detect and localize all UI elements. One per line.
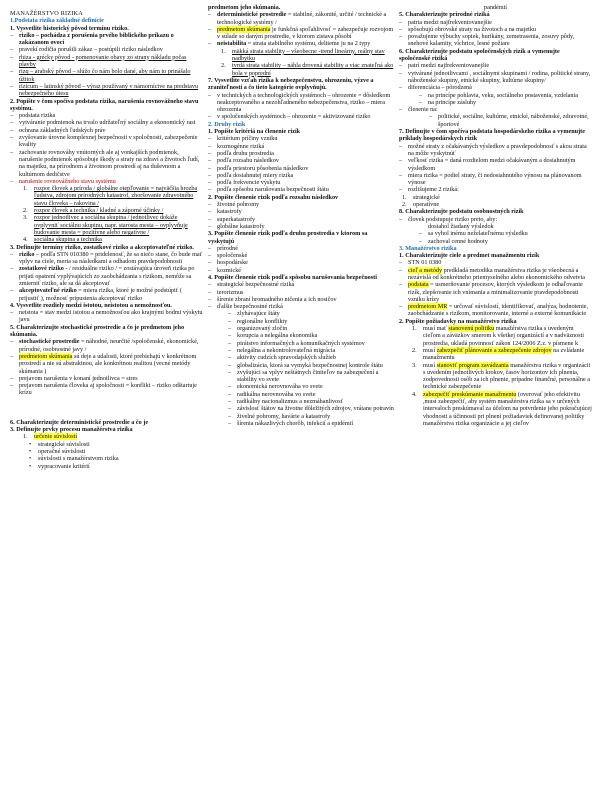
list-item: – pravekí rodičia porušili zákaz – postúpili riziko následkov — [10, 46, 203, 53]
list-item: – deterministické prostredie = stabilné, zákonité, určité / technické a technologické systémy / — [208, 11, 394, 26]
list-item: – korupcia a nelegálna ekonomika — [228, 332, 394, 339]
column-1 — [10, 10, 203, 470]
list-item: 2. rozpor človek a technika / kladné a záporné účinky / — [20, 207, 203, 214]
list-item: – riziko – podľa STN 010380 = pridelenosť, že sa niečo stane, čo bude mať vplyv na ciele, meria sa následkami a odhadom pravdepodobnosti — [10, 251, 203, 266]
list-item: – diferenciácia – pôrodzená — [399, 84, 592, 91]
list-item: • vypracovanie kritérií — [20, 463, 203, 470]
list-item: – prejavom narušenia v konaní jednotlivca = stres — [10, 375, 203, 382]
answer-list — [399, 259, 592, 317]
list-item: – radikálny nacionalizmus a nezmáhanlivosť — [228, 398, 394, 405]
list-item: – zvyšujúci sa vplyv neštátnych činiteľov na zabezpečení a stability vo svete — [228, 369, 394, 384]
list-item: – považujeme výbuchy sopiek, hurikány, zemetrasenia, zosuvy pôdy, snehové kalamity, víchrice, lesné požiare — [399, 33, 592, 48]
list-item: – strategické bezpečnostné riziká — [208, 281, 394, 288]
answer-list — [399, 216, 592, 245]
answer-list — [399, 62, 592, 128]
list-item: – vytvárané jednotlivcami , sociálnymi skupinami / rodina, politické strany, náboženské skupiny, etnické skupiny, kultúrne skupiny/ — [399, 70, 592, 85]
list-item: – šírenia nákazlivých chorôb, infekcií a epidémií — [228, 420, 394, 427]
list-item: – kozmické — [208, 267, 394, 274]
list-item: – podľa druhu prostredia — [208, 150, 394, 157]
list-item: – nelegálna a nekontrolovateľná migrácia — [228, 347, 394, 354]
list-item: 1. určenie súvislostí — [20, 433, 203, 440]
list-item: – veľkosť rizika = daná rozdielom medzi očakávaným a dosiahnutým výsledkom — [399, 157, 592, 172]
answer-list — [10, 112, 203, 243]
list-item: – politické, sociálne, kultúrne, etnické, náboženské, zdravotné, športové — [429, 113, 592, 128]
list-item: – predmetom skúmania je funkčná spoľahlivosť = zabezpečuje rozvojom v súlade so daným prostredie, v ktorom zistava pôsobí — [208, 26, 394, 41]
question-heading: 2. Popíšte členenie rizík podľa rozsahu následkov — [208, 193, 339, 201]
answer-list — [399, 19, 592, 48]
question-heading: 7. Definujte v čom spočíva podstata hospodárskeho rizika a vymenujte príklady hospodárskych rizík — [399, 128, 585, 143]
answer-list — [208, 201, 394, 230]
list-item: – spoločenské — [208, 252, 394, 259]
list-item: 2. operatívne — [399, 201, 592, 208]
list-item: • operačné súvislosti — [20, 448, 203, 455]
list-item: 1. mäkká strata stability – všeobecne -trend lineárny, reálny stav nadbytku — [218, 48, 394, 63]
list-item: – zlyhávajúce štáty — [228, 310, 394, 317]
section-heading-2: 2. Druhy rizík — [208, 120, 246, 128]
list-item: – podstata rizika — [10, 112, 203, 119]
list-item: – rizq – arabský pôvod – slúžo čo nám bolo dané, aby nám to prinášalo úžitok — [10, 68, 203, 83]
section-heading-3: 3. Manažérstvo rizika — [399, 244, 457, 252]
list-item: – STN 01 0380 — [399, 259, 592, 266]
answer-list — [10, 32, 203, 98]
list-item: – prírodné — [208, 245, 394, 252]
list-item: – akceptovateľné riziko = miera rizika, ktoré je možné podstúpiť ( prijustiť ), možnosť pripustenia akceptovať riziko — [10, 287, 203, 302]
answer-list — [399, 143, 592, 209]
list-item: – podľa frekvencie výskytu — [208, 179, 394, 186]
list-item: – možné straty z očakávaných výsledkov a pravdepodobnosť s akou strata na môže vyskytnúť — [399, 143, 592, 158]
list-item: – ďalšie bezpečnostné riziká — [208, 303, 394, 310]
list-item: – rozlišujeme 2 riziká: — [399, 186, 592, 193]
question-heading: 6. Charakterizujte podstatu spoločenských rizík a vymenujte spoločenské riziká — [399, 47, 560, 63]
list-item: – prejavom narušenia človeka aj spoločnosti = konflikt – riziko odštartuje krízu — [10, 382, 203, 397]
list-item: – kritérium príčiny vzniku — [208, 135, 394, 142]
list-item: – organizovaný zločin — [228, 325, 394, 332]
list-item: – na princípe pohlavia, veku, sociálneho postavenia, vzdelania — [419, 92, 592, 99]
spacer — [10, 397, 203, 419]
question-heading: predmetom jeho skúmania. — [208, 4, 281, 11]
list-item: – zostatkové riziko - / residuálne riziko / = zostávajúca úroveň rizika po prijatí opatrení vyplývajúcich zo zaobchádzania s rizikom, nemôže sa zmierniť riziko, ale sa dá akceptovať — [10, 265, 203, 287]
list-item: – podľa rozsahu následkov — [208, 157, 394, 164]
answer-list — [208, 245, 394, 274]
list-item: – rhiza - grécky pôvod - pomenovanie obavy zo strany nákladu počas plavby — [10, 54, 203, 69]
list-item: – miera rizika = podiel straty, či nedosiahnutého výnosu na plánovanom výnose — [399, 172, 592, 187]
list-item: – v spoločenských systémoch – ohrozenie = aktivizované riziko — [208, 113, 394, 120]
list-item: – podľa dosiahnutej miery rizika — [208, 172, 394, 179]
list-item: 4. zabezpečiť preskúmanie manažmentu (overovať jeho efektivitu ,musí zabezpečiť, aby systém manažérstva rizika sa v určených intervaloch preskúmaval za účelom na potvrdenie jeho pokračujúcej vhodnosti a účinnosti pri plnení požiadaviek definovanej politiky manažérstva rizika organizácie a jej cieľov — [409, 391, 592, 427]
column-3 — [399, 4, 592, 427]
question-heading: 1. Vysvetlite historický pôvod termínu riziko. — [10, 24, 129, 32]
list-item: – kozmogénne riziká — [208, 143, 394, 150]
list-item: – radikálna nerovnováha vo svete — [228, 391, 394, 398]
question-heading: 6. Charakterizujte deterministické prostredie a čo je — [10, 418, 149, 426]
list-item: – predmetom skúmania sú deje a udalosti, ktoré prebiehajú v konkrétnom prostredí a nie sú abstraktnou, ale konkrétnou realitou (vecné metódy skúmania ) — [10, 353, 203, 375]
list-item: – hospodárske — [208, 259, 394, 266]
list-item: dosiahol žiadaný výsledok — [428, 222, 494, 230]
list-item: – superkatastrofy — [208, 216, 394, 223]
list-item: – pirátstvo informačných a komunikačných systémov — [228, 340, 394, 347]
question-heading: 3. Definujte prvky procesu manažérstva rizika — [10, 426, 133, 434]
list-item: – podľa spôsobu narušovania bezpečnosti štátu — [208, 186, 394, 193]
question-heading: 3. Popíšte členenie rizík podľa druhu prostredia v ktorom sa vyskytujú — [208, 230, 368, 245]
list-item: – na princípe zásluhy — [419, 99, 592, 106]
list-item: – cieľ a metódy predkladá metodika manažérstva rizika je všeobecná a nezávislá od konkrétneho priemyselného alebo ekonomického odvetvia — [399, 267, 592, 282]
list-item: – šírenie zbraní hromadného ničenia a ich nosičov — [208, 296, 394, 303]
answer-list — [399, 325, 592, 427]
list-item: – stochastické prostredie = náhodné, neurčité /spoločenské, ekonomické, prírodné, osobnostné javy / — [10, 338, 203, 353]
continued-text: pandémií — [483, 4, 508, 11]
answer-list — [208, 92, 394, 121]
list-item: 1. strategické — [399, 194, 592, 201]
list-item: – ochrana základných ľudských práv — [10, 127, 203, 134]
list-item: – ekonomická nerovnováha vo svete — [228, 383, 394, 390]
list-item: – regionálne konflikty — [228, 318, 394, 325]
list-item: – človek podstupuje riziko preto, aby: — [399, 216, 592, 223]
list-item: – aktivity cudzích spravodajských služieb — [228, 354, 394, 361]
list-item: – katastrofy — [208, 208, 394, 215]
question-heading: 2. Popíšte požiadavky na manažérstvo rizika — [399, 317, 517, 325]
list-item: 3. rozpor jednotlivec a sociálna skupina / jednotlivec dokáže ovplyvniť sociálnu skupinu, napr. starosta mesta – ovplyvňuje budovanie mesta = pozitívne alebo negatívne / — [20, 214, 203, 236]
list-item: – patrí medzi najfrekventovanejšie — [399, 62, 592, 69]
answer-list — [208, 281, 394, 427]
question-heading: 3. Definujte termíny riziko, zostatkové riziko a akceptovateľné riziko. — [10, 243, 194, 251]
list-item: 1. rozpor človek a príroda / globálne otepľovanie = najväčšia hrozba ľudstva, zdrojom prírodných katastrof, zhoršovanie zdravotného stavu človeka – rakovina / — [20, 185, 203, 207]
list-item: 3. musí stanoviť program zavádzania manažérstva rizika v organizácii s uvedením jednotlivých krokov, časov horizontov ich plnenia, zodpovednosti osôb za ich plnenie, prípadne finančné, personálne a technické zabezpečenie — [409, 362, 592, 391]
list-item: 2. musí zabezpečiť plánovanie a zabezpečenie zdrojov na zvládanie manažmentu — [409, 347, 592, 362]
question-heading: 1. Charakterizujte ciele a predmet manažmentu rizík — [399, 252, 540, 260]
list-item: 2. tvrdá strata stability – náhla drovená stability a viac znateľná ako bola v poprední — [218, 62, 394, 77]
document-title: MANAŽÉRSTVO RIZIKA — [10, 10, 83, 17]
answer-list — [208, 135, 394, 193]
list-item: – globalizácia, ktorá sa vymyká bezpečnostnej kontrole štátu — [228, 362, 394, 369]
list-item: 4. sociálna skupina a technika — [20, 236, 203, 243]
list-item: – spôsobujú obrovské straty na životoch a na majetku — [399, 26, 592, 33]
question-heading: 1. Popíšte kritériá na členenie rizík — [208, 128, 301, 136]
list-item: • strategické súvislosti — [20, 441, 203, 448]
question-heading: 8. Charakterizujte podstatu osobnostných rizík — [399, 208, 524, 216]
list-item: – závislosť štátov na životne dôležitých zdrojov, vrátane potravín — [228, 405, 394, 412]
list-item: – neistota = stav medzi istotou a nemožnosťou ako krajnými bodmi výskytu javu — [10, 309, 203, 324]
list-item: – zvyšovanie úrovne komplexnej bezpečnosti v spoločnosti, zabezpečenie kvality — [10, 134, 203, 149]
list-item: – členenie na: — [399, 106, 592, 113]
question-heading: 5. Charakterizujte prírodné riziká — [399, 11, 490, 19]
column-2 — [208, 4, 394, 427]
list-item: – riziko – pochádza z porušenia prvého biblického príkazu o zakázanom ovocí — [10, 32, 203, 47]
list-item: – terorizmus — [208, 289, 394, 296]
list-item: – globálne katastrofy — [208, 223, 394, 230]
list-item: 1. musí mať stanovenú politiku manažérstva rizika s uvedeným cieľom a záväzkov smerom k všetkej organizácií a v nadväznosti prostredia, ukladá povinnosť zákon 124/2006 Z.z. v písmene k — [409, 325, 592, 347]
list-item: – predmetom MR = určovať súvislostí, identifikovať, analýza, hodnotenie, zaobchádzanie s rizikom, monitorovanie, interné a externé komunikácie — [399, 303, 592, 318]
list-item: – zachovanie rovnováhy vnútorných ale aj vonkajších podmienok, narušenie podmienok spôsobuje škody a straty na zdraví a životoch ľudí, na majetku, na prírodnom a životnom prostredí aj na duševnom a kultúrnom dedičstve — [10, 149, 203, 178]
list-item: – neistabilita = strata stabilného systému, deliteme ju na 2 typy — [208, 40, 394, 47]
list-item: – v technických a technologických systémoch – ohrozenie = dôsledkom neakceptovaného a nezohľadneného nebezpečenstva, riziko – miera ohrozenia — [208, 92, 394, 114]
answer-list — [208, 11, 394, 77]
list-item: – zachoval cenné hodnoty — [419, 238, 592, 245]
list-item-highlight: – narušenie rovnovážneho stavu systému — [10, 178, 203, 185]
question-heading: 4. Popíšte členenie rizík podľa spôsobu narušovania bezpečnosti — [208, 273, 377, 281]
list-item: – vytváranie podmienok na trvalo udržateľný sociálny a ekonomický rast — [10, 119, 203, 126]
section-heading-1: 1.Podstata rizika základné definície — [10, 17, 104, 25]
answer-list — [10, 251, 203, 302]
answer-list — [10, 309, 203, 324]
question-heading: 7. Vysvetlite vzťah rizika k nebezpečenstvu, ohrozeniu, výzve a zraniteľnosti a čo tieto kategórie ovplyvňujú. — [208, 76, 374, 92]
list-item: – patria medzi najfrekventovanejšie — [399, 19, 592, 26]
question-heading: 4. Vysvetlite rozdiely medzi istotou, neistotou a nemožnosťou. — [10, 301, 172, 309]
question-heading: 2. Popíšte v čom spočíva podstata rizika, narušenia rovnovážneho stavu systému. — [10, 97, 199, 112]
list-item: – životné pohromy — [208, 201, 394, 208]
list-item: – podľa priestoru pôsobenia následkov — [208, 165, 394, 172]
question-heading: 5. Charakterizujte stochastické prostredie a čo je predmetom jeho skúmania. — [10, 323, 185, 339]
list-item: – rizicum – latinský pôvod – výraz používaný v námorníctve na predstavu nebezpečného útesu — [10, 83, 203, 98]
list-item: – podstata = usmerňovanie procesov, ktorých výsledkom je odhaľovanie rizík, zlepšovanie ich vnímania a minimalizovanie pravdepodobnosti vzniku krízy — [399, 281, 592, 303]
list-item: • súvislosti s manažérstvom rizika — [20, 455, 203, 462]
list-item: – živelné pohromy, havárie a katastrofy — [228, 413, 394, 420]
answer-list — [10, 338, 203, 396]
list-item: – sa vyhol inému neželateľnému výsledku — [419, 230, 592, 237]
answer-list — [10, 433, 203, 469]
